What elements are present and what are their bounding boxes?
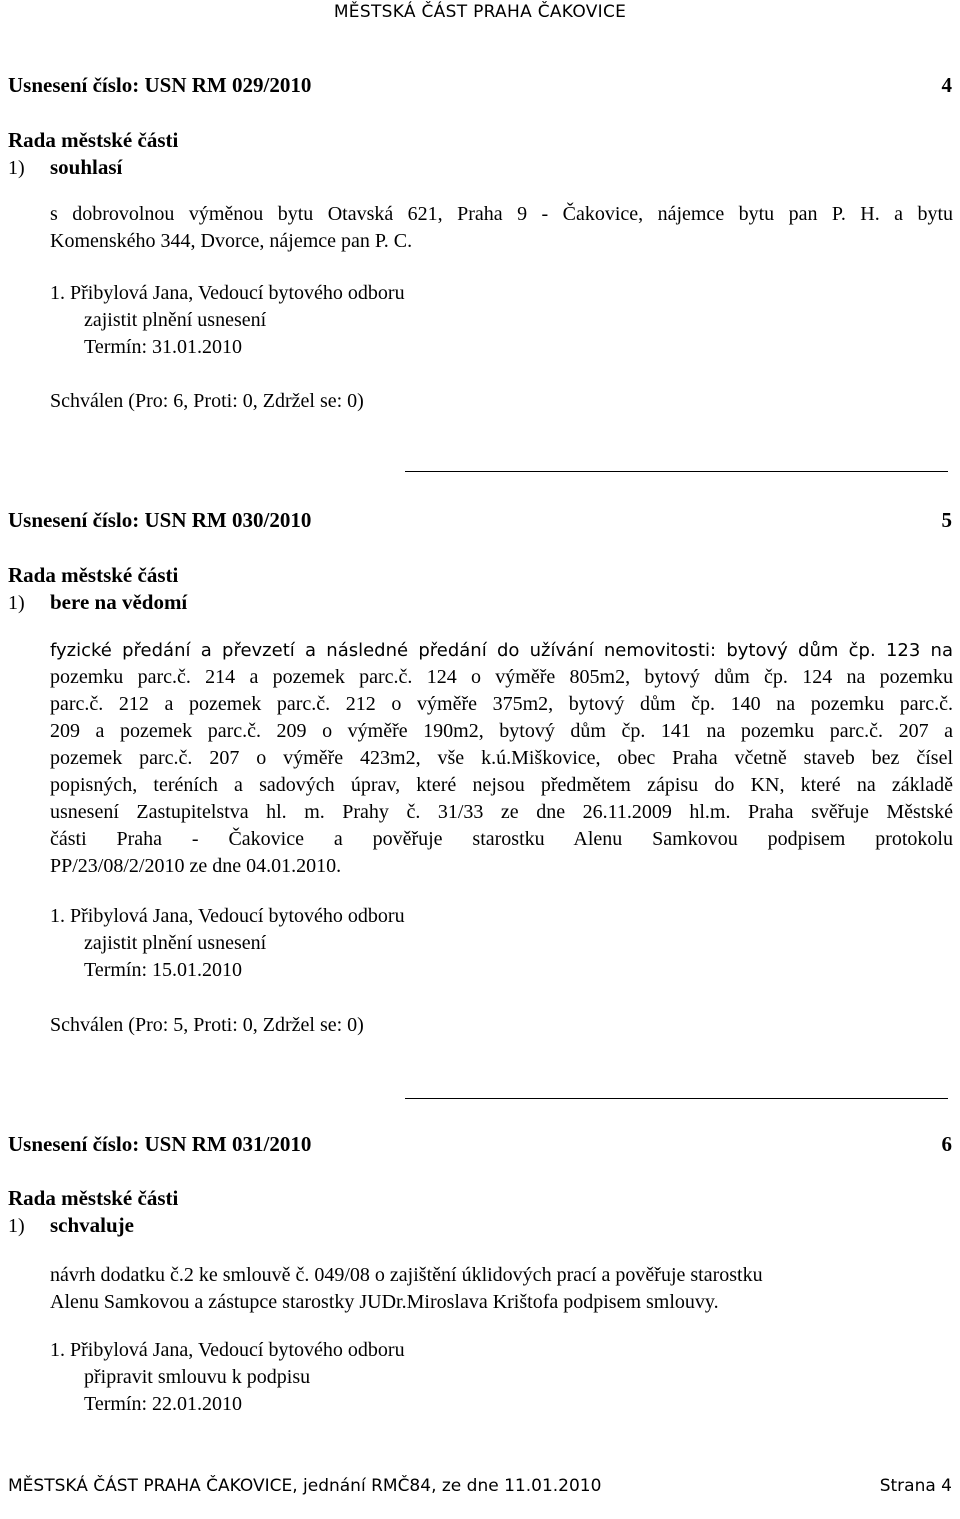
text-line: usnesení Zastupitelstva hl. m. Prahy č. 31/33 ze dne 26.11.2009 hl.m. Praha svěřuje Městské [50, 801, 953, 823]
text-line: pozemku parc.č. 214 a pozemek parc.č. 124 o výměře 805m2, bytový dům čp. 124 na pozemku [50, 666, 953, 688]
task-duty: zajistit plnění usnesení [84, 309, 267, 331]
text-line: 209 a pozemek parc.č. 209 o výměře 190m2, bytový dům čp. 141 na pozemku parc.č. 207 a [50, 720, 953, 742]
text-line: návrh dodatku č.2 ke smlouvě č. 049/08 o zajištění úklidových prací a pověřuje starostku [50, 1264, 763, 1286]
task-person: 1. Přibylová Jana, Vedoucí bytového odboru [50, 1339, 405, 1361]
page-header: MĚSTSKÁ ČÁST PRAHA ČAKOVICE [333, 2, 627, 22]
resolution-number: 5 [941, 508, 952, 532]
text-line: popisných, teréních a sadových úprav, které nejsou předmětem zápisu do KN, které na základě [50, 774, 953, 796]
resolution-text [50, 201, 953, 255]
resolution-number: 4 [941, 73, 952, 97]
task-duty: zajistit plnění usnesení [84, 932, 267, 954]
text-line: Alenu Samkovou a zástupce starostky JUDr.Miroslava Krištofa podpisem smlouvy. [50, 1291, 719, 1313]
item-number: 1) [8, 1215, 25, 1237]
task-person: 1. Přibylová Jana, Vedoucí bytového odboru [50, 282, 405, 304]
task-deadline: Termín: 15.01.2010 [84, 959, 243, 981]
item-number: 1) [8, 157, 25, 179]
task-person: 1. Přibylová Jana, Vedoucí bytového odboru [50, 905, 405, 927]
resolution-text [50, 637, 953, 880]
resolution-title: Usnesení číslo: USN RM 031/2010 [8, 1132, 312, 1156]
council-label: Rada městské části [8, 128, 179, 152]
task-duty: připravit smlouvu k podpisu [84, 1366, 311, 1388]
text-line: parc.č. 212 a pozemek parc.č. 212 o výměře 375m2, bytový dům čp. 140 na pozemku parc.č. [50, 693, 953, 715]
text-line: Komenského 344, Dvorce, nájemce pan P. C. [50, 230, 413, 252]
action-verb: bere na vědomí [50, 590, 188, 614]
action-verb: souhlasí [50, 155, 123, 179]
council-label: Rada městské části [8, 563, 179, 587]
resolution-number: 6 [941, 1132, 952, 1156]
task-deadline: Termín: 22.01.2010 [84, 1393, 243, 1415]
text-line: části Praha - Čakovice a pověřuje starostku Alenu Samkovou podpisem protokolu [50, 828, 953, 850]
page-number: Strana 4 [879, 1476, 952, 1496]
resolution-title: Usnesení číslo: USN RM 029/2010 [8, 73, 312, 97]
section-divider [405, 1098, 948, 1099]
resolution-title: Usnesení číslo: USN RM 030/2010 [8, 508, 312, 532]
council-label: Rada městské části [8, 1186, 179, 1210]
item-number: 1) [8, 592, 25, 614]
text-line: pozemek parc.č. 207 o výměře 423m2, vše k.ú.Miškovice, obec Praha včetně staveb bez čísel [50, 747, 953, 769]
text-line: PP/23/08/2/2010 ze dne 04.01.2010. [50, 855, 342, 877]
vote-result: Schválen (Pro: 5, Proti: 0, Zdržel se: 0) [50, 1014, 364, 1036]
text-line: fyzické předání a převzetí a následné předání do užívání nemovitosti: bytový dům čp. 123 na [50, 640, 953, 661]
section-divider [405, 471, 948, 472]
page-footer: MĚSTSKÁ ČÁST PRAHA ČAKOVICE, jednání RMČ84, ze dne 11.01.2010 [8, 1476, 602, 1496]
task-deadline: Termín: 31.01.2010 [84, 336, 243, 358]
vote-result: Schválen (Pro: 6, Proti: 0, Zdržel se: 0) [50, 390, 364, 412]
action-verb: schvaluje [50, 1213, 134, 1237]
text-line: s dobrovolnou výměnou bytu Otavská 621, Praha 9 - Čakovice, nájemce bytu pan P. H. a bytu [50, 203, 953, 225]
